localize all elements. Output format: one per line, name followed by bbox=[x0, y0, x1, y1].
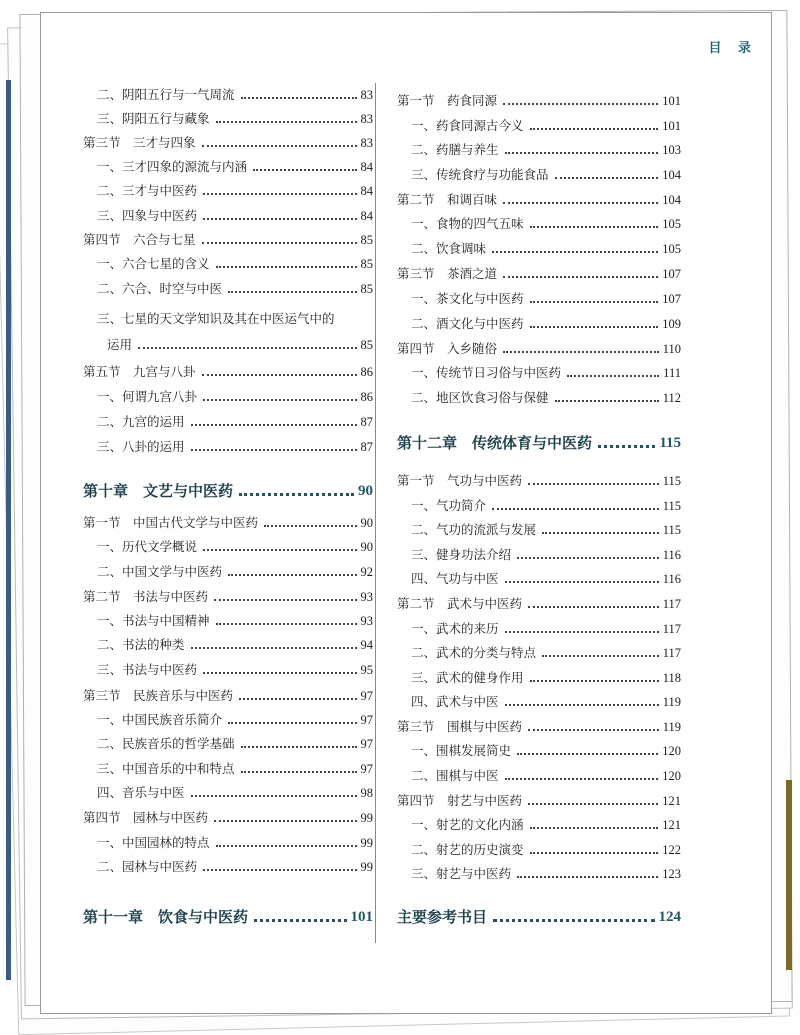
toc-entry-title: 第十二章 传统体育与中医药 bbox=[397, 434, 593, 452]
toc-page-number: 121 bbox=[662, 818, 681, 832]
toc-page-number: 121 bbox=[662, 794, 681, 808]
toc-chapter-entry bbox=[83, 907, 373, 927]
toc-page-number: 83 bbox=[360, 112, 373, 126]
toc-cont-entry bbox=[83, 337, 373, 353]
dot-leader bbox=[203, 672, 356, 674]
dot-leader bbox=[505, 778, 659, 780]
toc-chapter-entry bbox=[397, 907, 681, 927]
toc-item-entry bbox=[397, 866, 681, 882]
toc-page-number: 117 bbox=[662, 622, 681, 636]
toc-entry-title: 二、阴阳五行与一气周流 bbox=[97, 87, 235, 102]
toc-item-entry bbox=[397, 241, 681, 257]
toc-entry-title: 一、历代文学概说 bbox=[97, 539, 198, 554]
toc-entry-title: 第一节 气功与中医药 bbox=[397, 473, 523, 488]
toc-item-entry bbox=[83, 712, 373, 728]
column-divider bbox=[375, 83, 376, 943]
dot-leader bbox=[216, 845, 357, 847]
toc-page-number: 115 bbox=[662, 499, 681, 513]
toc-item-entry bbox=[397, 571, 681, 587]
toc-page-number: 90 bbox=[360, 516, 373, 530]
toc-section-entry bbox=[397, 793, 681, 809]
dot-leader bbox=[241, 746, 357, 748]
dot-leader bbox=[239, 698, 356, 700]
dot-leader bbox=[202, 374, 357, 376]
dot-leader bbox=[191, 795, 357, 797]
toc-page-number: 84 bbox=[360, 160, 373, 174]
toc-entry-title: 第一节 药食同源 bbox=[397, 93, 498, 108]
toc-entry-title: 第三节 民族音乐与中医药 bbox=[83, 688, 234, 703]
toc-entry-title: 一、气功简介 bbox=[411, 498, 487, 513]
toc-item-entry bbox=[83, 736, 373, 752]
dot-leader bbox=[555, 400, 659, 402]
toc-page-number: 115 bbox=[659, 435, 681, 451]
toc-entry-title: 三、中国音乐的中和特点 bbox=[97, 761, 235, 776]
toc-item-entry bbox=[83, 183, 373, 199]
dot-leader bbox=[191, 449, 357, 451]
toc-page-number: 119 bbox=[662, 720, 681, 734]
toc-entry-title: 一、食物的四气五味 bbox=[411, 216, 524, 231]
toc-page-number: 116 bbox=[662, 572, 681, 586]
dot-leader bbox=[530, 852, 659, 854]
toc-page-number: 101 bbox=[662, 94, 681, 108]
dot-leader bbox=[503, 276, 658, 278]
toc-section-entry bbox=[397, 93, 681, 109]
dot-leader bbox=[530, 680, 659, 682]
toc-entry-title: 一、药食同源古今义 bbox=[411, 118, 524, 133]
toc-page-number: 83 bbox=[360, 136, 373, 150]
toc-entry-title: 一、射艺的文化内涵 bbox=[411, 817, 524, 832]
dot-leader bbox=[530, 128, 659, 130]
dot-leader bbox=[530, 326, 659, 328]
toc-entry-title: 二、饮食调味 bbox=[411, 241, 487, 256]
toc-page-number: 120 bbox=[662, 744, 681, 758]
toc-entry-title: 三、传统食疗与功能食品 bbox=[411, 167, 549, 182]
dot-leader bbox=[241, 771, 357, 773]
toc-item-entry bbox=[397, 390, 681, 406]
toc-item-entry bbox=[83, 111, 373, 127]
toc-page-number: 104 bbox=[662, 193, 681, 207]
toc-item-entry bbox=[83, 785, 373, 801]
dot-leader bbox=[505, 152, 659, 154]
toc-page-number: 105 bbox=[662, 242, 681, 256]
toc-page-number: 93 bbox=[360, 590, 373, 604]
toc-item-entry bbox=[83, 859, 373, 875]
toc-item-entry bbox=[83, 761, 373, 777]
toc-entry-title: 第二节 书法与中医药 bbox=[83, 589, 209, 604]
toc-item-entry bbox=[397, 316, 681, 332]
dot-leader bbox=[517, 876, 658, 878]
toc-page-number: 84 bbox=[360, 209, 373, 223]
toc-page-number: 97 bbox=[360, 689, 373, 703]
toc-item-entry bbox=[397, 547, 681, 563]
dot-leader bbox=[203, 869, 356, 871]
toc-item-entry bbox=[83, 256, 373, 272]
toc-item-entry bbox=[83, 159, 373, 175]
toc-entry-title: 二、围棋与中医 bbox=[411, 768, 499, 783]
toc-page-number: 101 bbox=[350, 909, 373, 925]
toc-page-number: 101 bbox=[662, 119, 681, 133]
toc-page-number: 110 bbox=[662, 342, 681, 356]
toc-page-number: 97 bbox=[360, 713, 373, 727]
toc-entry-title: 二、三才与中医药 bbox=[97, 183, 198, 198]
dot-leader bbox=[191, 424, 357, 426]
toc-page bbox=[40, 12, 772, 1014]
toc-entry-title: 一、中国园林的特点 bbox=[97, 835, 210, 850]
toc-item-entry bbox=[397, 842, 681, 858]
toc-entry-title: 三、阴阳五行与藏象 bbox=[97, 111, 210, 126]
toc-item-entry bbox=[397, 694, 681, 710]
toc-entry-title: 二、园林与中医药 bbox=[97, 859, 198, 874]
dot-leader bbox=[528, 483, 659, 485]
dot-leader bbox=[241, 97, 357, 99]
toc-page-number: 119 bbox=[662, 695, 681, 709]
toc-entry-title: 二、地区饮食习俗与保健 bbox=[411, 390, 549, 405]
toc-page-number: 92 bbox=[360, 565, 373, 579]
toc-chapter-entry bbox=[83, 481, 373, 501]
toc-page-number: 107 bbox=[662, 267, 681, 281]
dot-leader bbox=[228, 574, 356, 576]
dot-leader bbox=[216, 121, 357, 123]
toc-item-entry bbox=[83, 389, 373, 405]
toc-item-entry bbox=[83, 564, 373, 580]
dot-leader bbox=[254, 919, 346, 922]
toc-page-number: 115 bbox=[662, 523, 681, 537]
toc-section-entry bbox=[83, 688, 373, 704]
toc-page-number: 98 bbox=[360, 786, 373, 800]
toc-page-number: 99 bbox=[360, 811, 373, 825]
page-header: 目 录 bbox=[708, 41, 757, 56]
dot-leader bbox=[517, 557, 659, 559]
toc-page-number: 85 bbox=[360, 257, 373, 271]
toc-item-entry bbox=[397, 743, 681, 759]
toc-entry-title: 二、气功的流派与发展 bbox=[411, 522, 537, 537]
dot-leader bbox=[505, 631, 659, 633]
toc-entry-title: 第十章 文艺与中医药 bbox=[83, 482, 234, 500]
dot-leader bbox=[202, 242, 357, 244]
dot-leader bbox=[203, 218, 356, 220]
dot-leader bbox=[503, 351, 659, 353]
toc-chapter-entry bbox=[397, 433, 681, 453]
toc-entry-title: 二、六合、时空与中医 bbox=[97, 281, 223, 296]
dot-leader bbox=[191, 647, 357, 649]
toc-section-entry bbox=[83, 135, 373, 151]
dot-leader bbox=[567, 375, 659, 377]
toc-entry-title: 四、音乐与中医 bbox=[97, 785, 185, 800]
dot-leader bbox=[214, 599, 356, 601]
toc-entry-title: 二、民族音乐的哲学基础 bbox=[97, 736, 235, 751]
toc-item-entry bbox=[83, 835, 373, 851]
toc-entry-title: 运用 bbox=[107, 337, 133, 352]
toc-entry-title: 一、传统节日习俗与中医药 bbox=[411, 365, 562, 380]
toc-section-entry bbox=[397, 192, 681, 208]
toc-entry-title: 二、射艺的历史演变 bbox=[411, 842, 524, 857]
cover-edge-right bbox=[786, 780, 792, 970]
dot-leader bbox=[517, 753, 658, 755]
toc-page-number: 94 bbox=[360, 638, 373, 652]
toc-page-number: 117 bbox=[662, 646, 681, 660]
toc-page-number: 97 bbox=[360, 762, 373, 776]
toc-entry-title: 二、书法的种类 bbox=[97, 637, 185, 652]
toc-entry-title: 一、武术的来历 bbox=[411, 621, 499, 636]
toc-page-number: 86 bbox=[360, 390, 373, 404]
dot-leader bbox=[203, 549, 356, 551]
toc-entry-title: 第三节 围棋与中医药 bbox=[397, 719, 523, 734]
toc-item-entry bbox=[397, 365, 681, 381]
toc-entry-title: 第四节 园林与中医药 bbox=[83, 810, 209, 825]
toc-item-entry bbox=[397, 291, 681, 307]
dot-leader bbox=[228, 291, 356, 293]
toc-entry-title: 一、六合七星的含义 bbox=[97, 256, 210, 271]
dot-leader bbox=[253, 169, 356, 171]
toc-item-entry bbox=[83, 311, 373, 327]
toc-item-entry bbox=[83, 439, 373, 455]
toc-page-number: 85 bbox=[360, 233, 373, 247]
dot-leader bbox=[542, 532, 659, 534]
toc-page-number: 87 bbox=[360, 440, 373, 454]
toc-entry-title: 三、射艺与中医药 bbox=[411, 866, 512, 881]
toc-entry-title: 二、中国文学与中医药 bbox=[97, 564, 223, 579]
toc-page-number: 116 bbox=[662, 548, 681, 562]
toc-item-entry bbox=[397, 167, 681, 183]
toc-entry-title: 主要参考书目 bbox=[397, 908, 488, 926]
toc-entry-title: 第一节 中国古代文学与中医药 bbox=[83, 515, 259, 530]
toc-page-number: 120 bbox=[662, 769, 681, 783]
toc-entry-title: 一、围棋发展简史 bbox=[411, 743, 512, 758]
toc-item-entry bbox=[83, 637, 373, 653]
dot-leader bbox=[528, 729, 659, 731]
toc-item-entry bbox=[397, 645, 681, 661]
toc-entry-title: 二、武术的分类与特点 bbox=[411, 645, 537, 660]
dot-leader bbox=[530, 827, 659, 829]
toc-item-entry bbox=[397, 817, 681, 833]
toc-entry-title: 第二节 和调百味 bbox=[397, 192, 498, 207]
toc-item-entry bbox=[397, 621, 681, 637]
toc-page-number: 90 bbox=[358, 483, 373, 499]
toc-section-entry bbox=[83, 515, 373, 531]
dot-leader bbox=[598, 445, 655, 448]
toc-page-number: 103 bbox=[662, 143, 681, 157]
toc-item-entry bbox=[83, 281, 373, 297]
dot-leader bbox=[138, 347, 356, 349]
dot-leader bbox=[203, 193, 356, 195]
toc-entry-title: 二、药膳与养生 bbox=[411, 142, 499, 157]
toc-entry-title: 三、四象与中医药 bbox=[97, 208, 198, 223]
dot-leader bbox=[214, 820, 356, 822]
toc-page-number: 86 bbox=[360, 365, 373, 379]
toc-entry-title: 一、中国民族音乐简介 bbox=[97, 712, 223, 727]
toc-page-number: 87 bbox=[360, 415, 373, 429]
toc-page-number: 107 bbox=[662, 292, 681, 306]
toc-page-number: 90 bbox=[360, 540, 373, 554]
toc-page-number: 117 bbox=[662, 597, 681, 611]
toc-item-entry bbox=[83, 662, 373, 678]
dot-leader bbox=[264, 525, 356, 527]
toc-section-entry bbox=[83, 810, 373, 826]
toc-section-entry bbox=[397, 719, 681, 735]
toc-entry-title: 二、九宫的运用 bbox=[97, 414, 185, 429]
dot-leader bbox=[216, 623, 357, 625]
dot-leader bbox=[503, 103, 658, 105]
toc-page-number: 109 bbox=[662, 317, 681, 331]
cover-edge-left bbox=[6, 80, 11, 980]
toc-item-entry bbox=[83, 613, 373, 629]
toc-item-entry bbox=[397, 768, 681, 784]
toc-item-entry bbox=[397, 118, 681, 134]
toc-entry-title: 二、酒文化与中医药 bbox=[411, 316, 524, 331]
toc-item-entry bbox=[397, 670, 681, 686]
toc-section-entry bbox=[397, 266, 681, 282]
toc-item-entry bbox=[397, 216, 681, 232]
toc-entry-title: 第二节 武术与中医药 bbox=[397, 596, 523, 611]
toc-page-number: 122 bbox=[662, 843, 681, 857]
toc-item-entry bbox=[83, 539, 373, 555]
dot-leader bbox=[542, 655, 659, 657]
toc-page-number: 118 bbox=[662, 671, 681, 685]
dot-leader bbox=[528, 606, 659, 608]
toc-entry-title: 第十一章 饮食与中医药 bbox=[83, 908, 249, 926]
toc-page-number: 95 bbox=[360, 663, 373, 677]
toc-item-entry bbox=[83, 414, 373, 430]
toc-page-number: 85 bbox=[360, 282, 373, 296]
toc-entry-title: 第三节 茶酒之道 bbox=[397, 266, 498, 281]
toc-entry-title: 第四节 入乡随俗 bbox=[397, 341, 498, 356]
toc-item-entry bbox=[397, 142, 681, 158]
toc-entry-title: 三、健身功法介绍 bbox=[411, 547, 512, 562]
toc-page-number: 123 bbox=[662, 867, 681, 881]
toc-entry-title: 第四节 射艺与中医药 bbox=[397, 793, 523, 808]
toc-page-number: 112 bbox=[662, 391, 681, 405]
toc-item-entry bbox=[397, 498, 681, 514]
dot-leader bbox=[555, 177, 659, 179]
toc-page-number: 111 bbox=[663, 366, 681, 380]
toc-section-entry bbox=[397, 473, 681, 489]
dot-leader bbox=[216, 266, 357, 268]
dot-leader bbox=[239, 493, 354, 496]
toc-page-number: 124 bbox=[658, 909, 681, 925]
toc-entry-title: 四、气功与中医 bbox=[411, 571, 499, 586]
toc-section-entry bbox=[397, 596, 681, 612]
dot-leader bbox=[503, 202, 658, 204]
toc-entry-title: 三、七星的天文学知识及其在中医运气中的 bbox=[97, 311, 335, 326]
toc-item-entry bbox=[397, 522, 681, 538]
toc-entry-title: 一、三才四象的源流与内涵 bbox=[97, 159, 248, 174]
dot-leader bbox=[492, 251, 658, 253]
toc-page-number: 97 bbox=[360, 737, 373, 751]
toc-entry-title: 三、武术的健身作用 bbox=[411, 670, 524, 685]
toc-item-entry bbox=[83, 208, 373, 224]
toc-entry-title: 第四节 六合与七星 bbox=[83, 232, 196, 247]
toc-page-number: 85 bbox=[360, 338, 373, 352]
dot-leader bbox=[505, 581, 659, 583]
dot-leader bbox=[228, 722, 356, 724]
dot-leader bbox=[530, 226, 659, 228]
toc-page-number: 104 bbox=[662, 168, 681, 182]
dot-leader bbox=[530, 301, 659, 303]
toc-page-number: 99 bbox=[360, 836, 373, 850]
toc-page-number: 93 bbox=[360, 614, 373, 628]
dot-leader bbox=[505, 704, 659, 706]
toc-page-number: 115 bbox=[662, 474, 681, 488]
toc-entry-title: 第五节 九宫与八卦 bbox=[83, 364, 196, 379]
dot-leader bbox=[202, 145, 357, 147]
toc-entry-title: 一、书法与中国精神 bbox=[97, 613, 210, 628]
dot-leader bbox=[493, 919, 654, 922]
toc-entry-title: 四、武术与中医 bbox=[411, 694, 499, 709]
toc-page-number: 83 bbox=[360, 88, 373, 102]
toc-item-entry bbox=[83, 87, 373, 103]
toc-page-number: 99 bbox=[360, 860, 373, 874]
toc-section-entry bbox=[397, 341, 681, 357]
toc-page-number: 105 bbox=[662, 217, 681, 231]
toc-page-number: 84 bbox=[360, 184, 373, 198]
dot-leader bbox=[528, 803, 658, 805]
toc-entry-title: 三、八卦的运用 bbox=[97, 439, 185, 454]
toc-entry-title: 一、何谓九宫八卦 bbox=[97, 389, 198, 404]
toc-entry-title: 第三节 三才与四象 bbox=[83, 135, 196, 150]
toc-entry-title: 一、茶文化与中医药 bbox=[411, 291, 524, 306]
dot-leader bbox=[203, 399, 356, 401]
toc-section-entry bbox=[83, 364, 373, 380]
toc-entry-title: 三、书法与中医药 bbox=[97, 662, 198, 677]
toc-section-entry bbox=[83, 589, 373, 605]
dot-leader bbox=[492, 508, 659, 510]
toc-section-entry bbox=[83, 232, 373, 248]
